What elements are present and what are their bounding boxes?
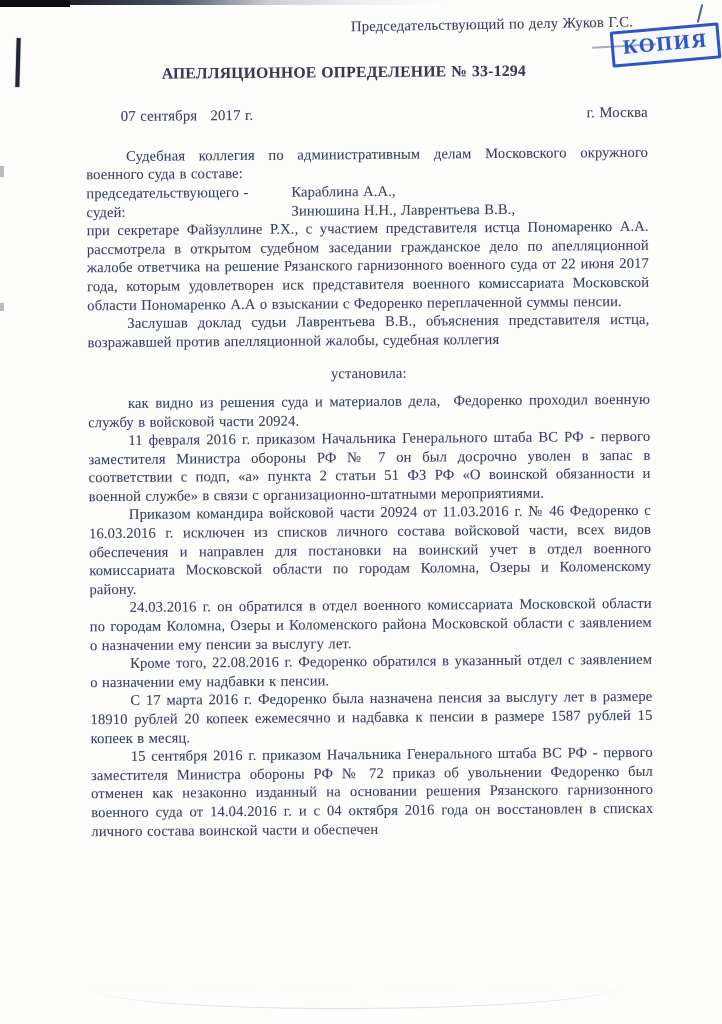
- judges-role-label: судей:: [86, 204, 126, 221]
- copy-stamp-label: КОПИЯ: [622, 29, 709, 59]
- presiding-judge-line: Председательствующий по делу Жуков Г.С.: [350, 14, 634, 36]
- document-paragraph: 24.03.2016 г. он обратился в отдел военного комиссариата Московской области по городам Коломна, Озеры и Коломенского района Московской области с заявлением о назначении ему пенсии за выслугу лет.: [89, 596, 652, 654]
- scan-speck: [0, 303, 4, 311]
- document-paragraph: Приказом командира войсковой части 20924 от 11.03.2016 г. № 46 Федоренко с 16.03.2016 г. исключен из списков личного состава войсковой части, всех видов обеспечения и направлен для постановки на воинский учет в отдел военного комиссариата Московской области по городам Коломна, Озеры и Коломенскому району.: [88, 503, 652, 599]
- presiding-role-label: председательствующего -: [86, 184, 249, 203]
- document-paragraph: Судебная коллегия по административным делам Московского окружного военного суда в составе:: [86, 144, 649, 184]
- scan-speck: [0, 166, 4, 177]
- document-content: [85, 16, 653, 842]
- document-paragraph: как видно из решения суда и материалов дела, Федоренко проходил военную службу в войсковой части 20924.: [88, 391, 651, 431]
- document-title: АПЕЛЛЯЦИОННОЕ ОПРЕДЕЛЕНИЕ № 33-1294: [161, 62, 527, 83]
- document-paragraph: Заслушав доклад судьи Лаврентьева В.В., объяснения представителя истца, возражавшей против апелляционной жалобы, судебная коллегия: [87, 311, 650, 351]
- document-paragraph: 15 сентября 2016 г. приказом Начальника Генерального штаба ВС РФ - первого заместителя Министра обороны РФ № 72 приказ об увольнении Федоренко был отменен как незаконно изданный на основании решения Рязанского гарнизонного военного суда от 14.04.2016 г. и с 04 октября 2016 года он восстановлен в списках личного состава воинской части и обеспечен: [90, 744, 654, 840]
- document-date: 07 сентября 2017 г.: [120, 108, 254, 126]
- document-paragraph: С 17 марта 2016 г. Федоренко была назначена пенсия за выслугу лет в размере 18910 рублей 20 копеек ежемесячно и надбавка к пенсии в размере 1587 рублей 15 копеек в месяц.: [90, 689, 653, 747]
- document-paragraph: Кроме того, 22.08.2016 г. Федоренко обратился в указанный отдел с заявлением о назначении ему надбавки к пенсии.: [90, 651, 653, 691]
- pen-stroke: [697, 4, 704, 23]
- presiding-judge-name: Караблина А.А.,: [291, 183, 396, 201]
- date-place-row: [86, 104, 648, 127]
- court-ruled-heading: установила:: [330, 366, 407, 383]
- judges-names: Зинюшина Н.Н., Лаврентьева В.В.,: [291, 201, 516, 220]
- ink-mark: [15, 38, 20, 87]
- document-paragraph: 11 февраля 2016 г. приказом Начальника Генерального штаба ВС РФ - первого заместителя Министра обороны РФ № 7 он был досрочно уволен в запас в соответствии с подп, «а» пункта 2 статьи 51 ФЗ РФ «О воинской обязанности и военной службе» в связи с организационно-штатными мероприятиями.: [88, 428, 651, 506]
- document-body: [86, 144, 653, 842]
- document-paragraph: при секретаре Файзуллине Р.Х., с участием представителя истца Пономаренко А.А. рассмотрела в открытом судебном заседании гражданское дело по апелляционной жалобе ответчика на решение Рязанского гарнизонного военного суда от 22 июня 2017 года, которым удовлетворен иск представителя военного комиссариата Московской области Пономаренко А.А о взыскании с Федоренко переплаченной суммы пенсии.: [86, 218, 650, 314]
- scan-edge-artifact-corner: [0, 0, 70, 7]
- document-city: г. Москва: [586, 104, 648, 122]
- scan-page-curl-line: [95, 987, 620, 1011]
